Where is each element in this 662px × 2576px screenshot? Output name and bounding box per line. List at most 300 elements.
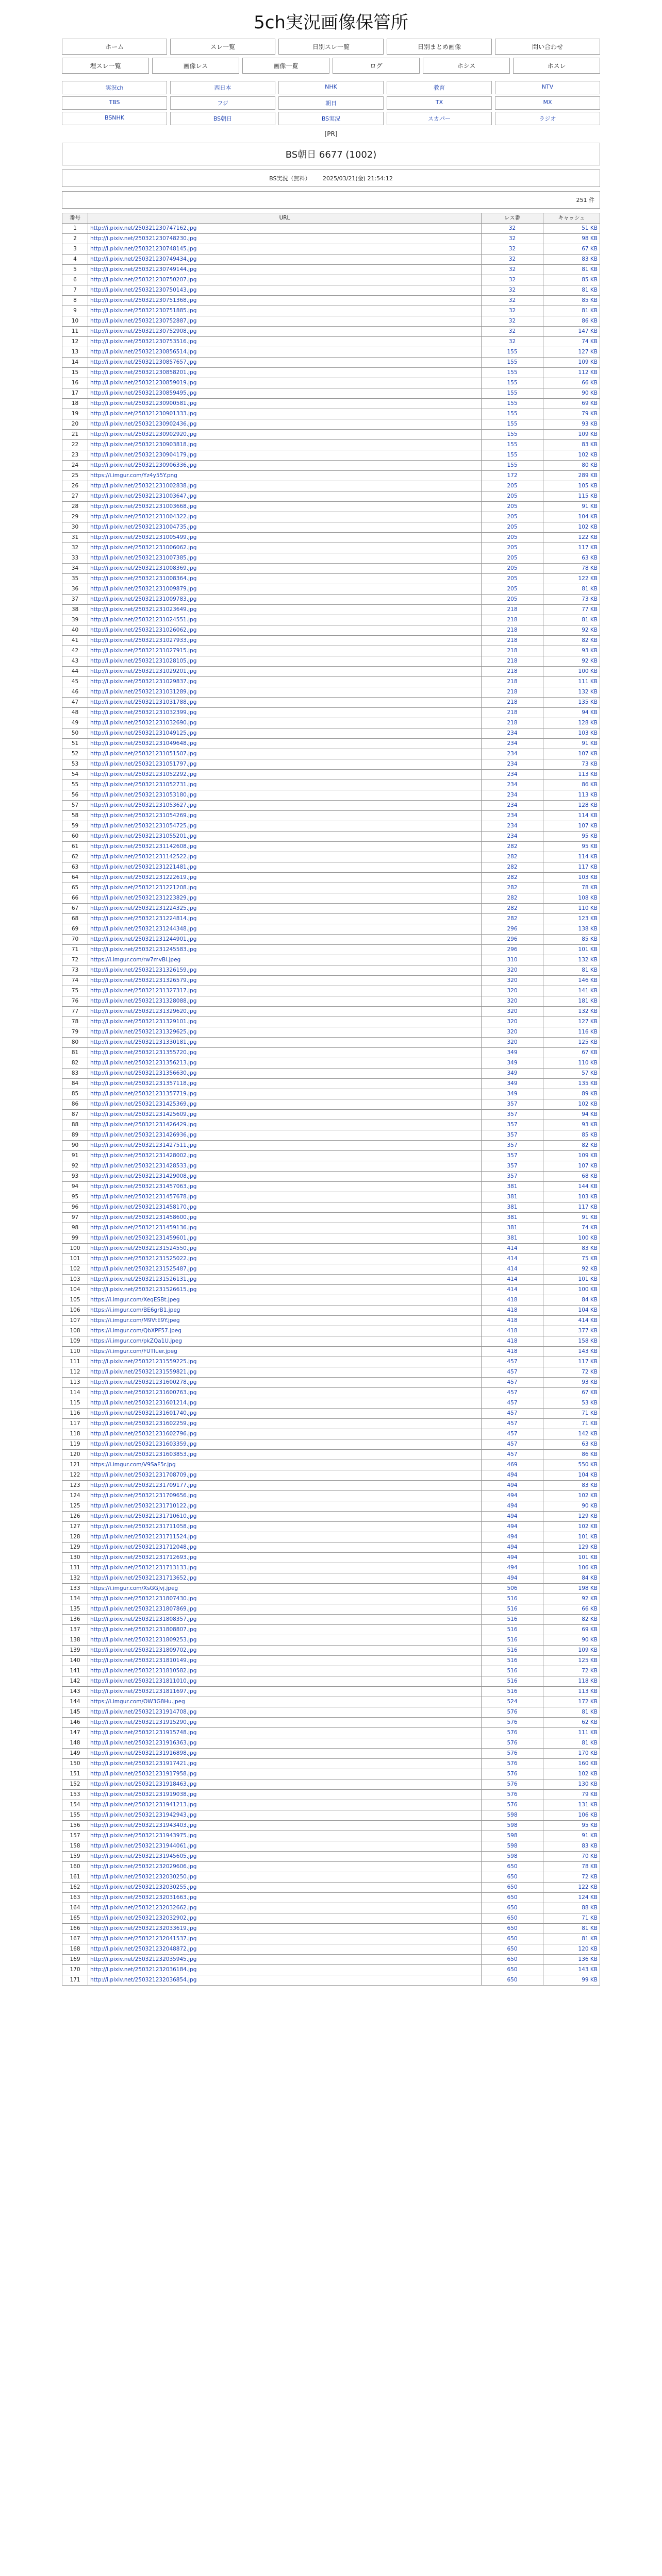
cache-link[interactable]: 143 KB <box>543 1965 600 1975</box>
image-url-link[interactable] <box>88 419 482 430</box>
image-url[interactable]: http://i.pixiv.net/250321231032399.jpg <box>90 709 197 716</box>
res-number-link[interactable]: 296 <box>482 935 543 945</box>
image-url-link[interactable] <box>88 821 482 832</box>
image-url[interactable]: http://i.pixiv.net/250321231003647.jpg <box>90 493 197 499</box>
image-url[interactable]: http://i.pixiv.net/250321231915290.jpg <box>90 1719 197 1725</box>
res-number-link[interactable]: 155 <box>482 378 543 388</box>
cache-link[interactable]: 143 KB <box>543 1347 600 1357</box>
image-url[interactable]: http://i.pixiv.net/250321231329101.jpg <box>90 1019 197 1025</box>
res-number-link[interactable]: 282 <box>482 862 543 873</box>
image-url[interactable]: http://i.pixiv.net/250321231526615.jpg <box>90 1286 197 1293</box>
image-url[interactable]: http://i.pixiv.net/250321231356630.jpg <box>90 1070 197 1076</box>
res-number-link[interactable]: 357 <box>482 1130 543 1141</box>
cache-link[interactable]: 128 KB <box>543 718 600 728</box>
cache-link[interactable]: 53 KB <box>543 1398 600 1409</box>
channel-link[interactable]: ラジオ <box>495 112 600 125</box>
image-url[interactable]: http://i.pixiv.net/250321231326159.jpg <box>90 967 197 973</box>
channel-link[interactable]: TX <box>387 96 492 110</box>
res-number-link[interactable]: 234 <box>482 728 543 739</box>
res-number-link[interactable]: 418 <box>482 1347 543 1357</box>
res-number-link[interactable]: 650 <box>482 1965 543 1975</box>
image-url-link[interactable] <box>88 1306 482 1316</box>
nav-contact[interactable]: 問い合わせ <box>495 39 600 55</box>
image-url-link[interactable] <box>88 1099 482 1110</box>
image-url[interactable]: http://i.pixiv.net/250321231031788.jpg <box>90 699 197 705</box>
image-url-link[interactable] <box>88 275 482 285</box>
cache-link[interactable]: 147 KB <box>543 327 600 337</box>
res-number-link[interactable]: 357 <box>482 1110 543 1120</box>
cache-link[interactable]: 125 KB <box>543 1038 600 1048</box>
cache-link[interactable]: 81 KB <box>543 1934 600 1944</box>
image-url[interactable]: http://i.pixiv.net/250321231603853.jpg <box>90 1451 197 1458</box>
res-number-link[interactable]: 576 <box>482 1718 543 1728</box>
image-url[interactable]: https://i.imgur.com/M9VtE9Y.jpeg <box>90 1317 180 1324</box>
image-url[interactable]: http://i.pixiv.net/250321231459601.jpg <box>90 1235 197 1241</box>
res-number-link[interactable]: 414 <box>482 1264 543 1275</box>
image-url[interactable]: http://i.pixiv.net/250321231224325.jpg <box>90 905 197 911</box>
image-url-link[interactable] <box>88 522 482 533</box>
cache-link[interactable]: 138 KB <box>543 924 600 935</box>
res-number-link[interactable]: 205 <box>482 522 543 533</box>
res-number-link[interactable]: 234 <box>482 780 543 790</box>
cache-link[interactable]: 98 KB <box>543 234 600 244</box>
res-number-link[interactable]: 598 <box>482 1810 543 1821</box>
cache-link[interactable]: 104 KB <box>543 512 600 522</box>
cache-link[interactable]: 108 KB <box>543 893 600 904</box>
image-url[interactable]: http://i.pixiv.net/250321232048872.jpg <box>90 1946 197 1952</box>
cache-link[interactable]: 78 KB <box>543 564 600 574</box>
image-url-link[interactable] <box>88 574 482 584</box>
image-url-link[interactable] <box>88 955 482 965</box>
res-number-link[interactable]: 576 <box>482 1759 543 1769</box>
image-url-link[interactable] <box>88 1161 482 1172</box>
cache-link[interactable]: 83 KB <box>543 440 600 450</box>
res-number-link[interactable]: 205 <box>482 481 543 492</box>
image-url-link[interactable] <box>88 1563 482 1573</box>
image-url[interactable]: http://i.pixiv.net/250321232031663.jpg <box>90 1894 197 1901</box>
image-url-link[interactable] <box>88 965 482 976</box>
image-url[interactable]: http://i.pixiv.net/250321231426936.jpg <box>90 1132 197 1138</box>
image-url-link[interactable] <box>88 1470 482 1481</box>
cache-link[interactable]: 144 KB <box>543 1182 600 1192</box>
image-url-link[interactable] <box>88 1398 482 1409</box>
cache-link[interactable]: 95 KB <box>543 842 600 852</box>
image-url-link[interactable] <box>88 1357 482 1367</box>
image-url[interactable]: http://i.pixiv.net/250321231810582.jpg <box>90 1668 197 1674</box>
image-url-link[interactable] <box>88 1275 482 1285</box>
image-url-link[interactable] <box>88 811 482 821</box>
res-number-link[interactable]: 218 <box>482 656 543 667</box>
res-number-link[interactable]: 469 <box>482 1460 543 1470</box>
image-url-link[interactable] <box>88 687 482 698</box>
image-url-link[interactable] <box>88 316 482 327</box>
cache-link[interactable]: 125 KB <box>543 1656 600 1666</box>
res-number-link[interactable]: 205 <box>482 533 543 543</box>
image-url[interactable]: http://i.pixiv.net/250321231602259.jpg <box>90 1420 197 1427</box>
cache-link[interactable]: 102 KB <box>543 450 600 461</box>
image-url-link[interactable] <box>88 1244 482 1254</box>
cache-link[interactable]: 85 KB <box>543 296 600 306</box>
image-url-link[interactable] <box>88 1058 482 1069</box>
image-url-link[interactable] <box>88 739 482 749</box>
image-url[interactable]: http://i.pixiv.net/250321231028105.jpg <box>90 658 197 664</box>
image-url-link[interactable] <box>88 770 482 780</box>
image-url[interactable]: http://i.pixiv.net/250321231458600.jpg <box>90 1214 197 1221</box>
image-url[interactable]: http://i.pixiv.net/250321231329620.jpg <box>90 1008 197 1014</box>
cache-link[interactable]: 107 KB <box>543 749 600 759</box>
cache-link[interactable]: 88 KB <box>543 1903 600 1913</box>
channel-link[interactable]: 教育 <box>387 81 492 94</box>
image-url-link[interactable] <box>88 306 482 316</box>
image-url[interactable]: http://i.pixiv.net/250321231457678.jpg <box>90 1194 197 1200</box>
image-url-link[interactable] <box>88 1491 482 1501</box>
res-number-link[interactable]: 155 <box>482 430 543 440</box>
image-url[interactable]: https://i.imgur.com/OW3G8Hu.jpeg <box>90 1699 185 1705</box>
res-number-link[interactable]: 516 <box>482 1604 543 1615</box>
image-url[interactable]: http://i.pixiv.net/250321230858201.jpg <box>90 369 197 376</box>
image-url[interactable]: http://i.pixiv.net/250321230750143.jpg <box>90 287 197 293</box>
cache-link[interactable]: 135 KB <box>543 698 600 708</box>
res-number-link[interactable]: 494 <box>482 1501 543 1512</box>
image-url-link[interactable] <box>88 728 482 739</box>
image-url-link[interactable] <box>88 1223 482 1233</box>
cache-link[interactable]: 83 KB <box>543 255 600 265</box>
res-number-link[interactable]: 218 <box>482 605 543 615</box>
image-url[interactable]: http://i.pixiv.net/250321231458170.jpg <box>90 1204 197 1210</box>
image-url[interactable]: http://i.pixiv.net/250321230857657.jpg <box>90 359 197 365</box>
res-number-link[interactable]: 418 <box>482 1306 543 1316</box>
cache-link[interactable]: 66 KB <box>543 378 600 388</box>
image-url-link[interactable] <box>88 893 482 904</box>
image-url-link[interactable] <box>88 1069 482 1079</box>
image-url-link[interactable] <box>88 1666 482 1676</box>
image-url-link[interactable] <box>88 1955 482 1965</box>
res-number-link[interactable]: 598 <box>482 1852 543 1862</box>
image-url-link[interactable] <box>88 1913 482 1924</box>
res-number-link[interactable]: 320 <box>482 986 543 996</box>
image-url-link[interactable] <box>88 584 482 595</box>
cache-link[interactable]: 95 KB <box>543 832 600 842</box>
image-url-link[interactable] <box>88 873 482 883</box>
image-url[interactable]: http://i.pixiv.net/250321231356213.jpg <box>90 1060 197 1066</box>
res-number-link[interactable]: 576 <box>482 1780 543 1790</box>
cache-link[interactable]: 111 KB <box>543 677 600 687</box>
res-number-link[interactable]: 381 <box>482 1233 543 1244</box>
nav-home[interactable]: ホーム <box>62 39 167 55</box>
cache-link[interactable]: 74 KB <box>543 1223 600 1233</box>
image-url[interactable]: http://i.pixiv.net/250321230904179.jpg <box>90 452 197 458</box>
cache-link[interactable]: 122 KB <box>543 533 600 543</box>
image-url[interactable]: http://i.pixiv.net/250321230906336.jpg <box>90 462 197 468</box>
image-url[interactable]: https://i.imgur.com/XsGGJvj.jpeg <box>90 1585 178 1591</box>
cache-link[interactable]: 81 KB <box>543 584 600 595</box>
res-number-link[interactable]: 349 <box>482 1048 543 1058</box>
image-url-link[interactable] <box>88 1254 482 1264</box>
cache-link[interactable]: 93 KB <box>543 1378 600 1388</box>
cache-link[interactable]: 92 KB <box>543 656 600 667</box>
image-url[interactable]: http://i.pixiv.net/250321231712048.jpg <box>90 1544 197 1550</box>
image-url-link[interactable] <box>88 749 482 759</box>
cache-link[interactable]: 124 KB <box>543 1893 600 1903</box>
res-number-link[interactable]: 155 <box>482 440 543 450</box>
cache-link[interactable]: 81 KB <box>543 965 600 976</box>
cache-link[interactable]: 107 KB <box>543 1161 600 1172</box>
image-url-link[interactable] <box>88 1800 482 1810</box>
image-url[interactable]: http://i.pixiv.net/250321231052292.jpg <box>90 771 197 777</box>
res-number-link[interactable]: 576 <box>482 1749 543 1759</box>
res-number-link[interactable]: 457 <box>482 1450 543 1460</box>
res-number-link[interactable]: 357 <box>482 1161 543 1172</box>
image-url[interactable]: http://i.pixiv.net/250321231601740.jpg <box>90 1410 197 1416</box>
image-url[interactable]: http://i.pixiv.net/250321230752887.jpg <box>90 318 197 324</box>
image-url[interactable]: http://i.pixiv.net/250321231600278.jpg <box>90 1379 197 1385</box>
image-url[interactable]: http://i.pixiv.net/250321231708709.jpg <box>90 1472 197 1478</box>
image-url[interactable]: http://i.pixiv.net/250321231602796.jpg <box>90 1431 197 1437</box>
res-number-link[interactable]: 172 <box>482 471 543 481</box>
res-number-link[interactable]: 155 <box>482 347 543 358</box>
res-number-link[interactable]: 457 <box>482 1398 543 1409</box>
cache-link[interactable]: 79 KB <box>543 409 600 419</box>
cache-link[interactable]: 95 KB <box>543 1821 600 1831</box>
cache-link[interactable]: 92 KB <box>543 625 600 636</box>
image-url-link[interactable] <box>88 1903 482 1913</box>
res-number-link[interactable]: 320 <box>482 1027 543 1038</box>
image-url-link[interactable] <box>88 1141 482 1151</box>
cache-link[interactable]: 102 KB <box>543 1099 600 1110</box>
res-number-link[interactable]: 282 <box>482 904 543 914</box>
res-number-link[interactable]: 234 <box>482 801 543 811</box>
res-number-link[interactable]: 516 <box>482 1615 543 1625</box>
res-number-link[interactable]: 494 <box>482 1573 543 1584</box>
image-url[interactable]: http://i.pixiv.net/250321231027915.jpg <box>90 648 197 654</box>
cache-link[interactable]: 101 KB <box>543 1532 600 1543</box>
image-url[interactable]: http://i.pixiv.net/250321231023649.jpg <box>90 606 197 613</box>
cache-link[interactable]: 114 KB <box>543 852 600 862</box>
image-url[interactable]: http://i.pixiv.net/250321231004322.jpg <box>90 514 197 520</box>
image-url[interactable]: http://i.pixiv.net/250321230752908.jpg <box>90 328 197 334</box>
image-url-link[interactable] <box>88 1924 482 1934</box>
cache-link[interactable]: 51 KB <box>543 224 600 234</box>
res-number-link[interactable]: 218 <box>482 698 543 708</box>
cache-link[interactable]: 89 KB <box>543 1089 600 1099</box>
image-url[interactable]: http://i.pixiv.net/250321230753516.jpg <box>90 338 197 345</box>
cache-link[interactable]: 101 KB <box>543 1275 600 1285</box>
image-url[interactable]: http://i.pixiv.net/250321231811010.jpg <box>90 1678 197 1684</box>
cache-link[interactable]: 93 KB <box>543 646 600 656</box>
image-url[interactable]: http://i.pixiv.net/250321232032902.jpg <box>90 1915 197 1921</box>
image-url-link[interactable] <box>88 718 482 728</box>
res-number-link[interactable]: 205 <box>482 584 543 595</box>
image-url[interactable]: http://i.pixiv.net/250321231327317.jpg <box>90 988 197 994</box>
image-url[interactable]: http://i.pixiv.net/250321231055201.jpg <box>90 833 197 839</box>
image-url[interactable]: http://i.pixiv.net/250321231808357.jpg <box>90 1616 197 1622</box>
res-number-link[interactable]: 494 <box>482 1470 543 1481</box>
image-url-link[interactable] <box>88 1429 482 1439</box>
res-number-link[interactable]: 650 <box>482 1913 543 1924</box>
image-url-link[interactable] <box>88 533 482 543</box>
image-url[interactable]: http://i.pixiv.net/250321231002838.jpg <box>90 483 197 489</box>
cache-link[interactable]: 82 KB <box>543 1141 600 1151</box>
res-number-link[interactable]: 494 <box>482 1491 543 1501</box>
image-url-link[interactable] <box>88 667 482 677</box>
image-url-link[interactable] <box>88 1007 482 1017</box>
res-number-link[interactable]: 650 <box>482 1934 543 1944</box>
image-url-link[interactable] <box>88 1594 482 1604</box>
nav-image-res[interactable]: 画像レス <box>152 58 239 74</box>
image-url[interactable]: http://i.pixiv.net/250321231426429.jpg <box>90 1122 197 1128</box>
image-url-link[interactable] <box>88 1676 482 1687</box>
res-number-link[interactable]: 576 <box>482 1790 543 1800</box>
res-number-link[interactable]: 349 <box>482 1069 543 1079</box>
cache-link[interactable]: 91 KB <box>543 739 600 749</box>
res-number-link[interactable]: 32 <box>482 296 543 306</box>
image-url-link[interactable] <box>88 1512 482 1522</box>
image-url[interactable]: https://i.imgur.com/Yz4y55Y.png <box>90 472 177 479</box>
image-url-link[interactable] <box>88 358 482 368</box>
res-number-link[interactable]: 576 <box>482 1728 543 1738</box>
res-number-link[interactable]: 494 <box>482 1563 543 1573</box>
image-url-link[interactable] <box>88 1759 482 1769</box>
cache-link[interactable]: 81 KB <box>543 285 600 296</box>
image-url[interactable]: http://i.pixiv.net/250321230748230.jpg <box>90 235 197 242</box>
image-url-link[interactable] <box>88 1048 482 1058</box>
image-url-link[interactable] <box>88 1367 482 1378</box>
cache-link[interactable]: 127 KB <box>543 1017 600 1027</box>
res-number-link[interactable]: 32 <box>482 275 543 285</box>
res-number-link[interactable]: 320 <box>482 996 543 1007</box>
image-url[interactable]: http://i.pixiv.net/250321231943975.jpg <box>90 1833 197 1839</box>
res-number-link[interactable]: 155 <box>482 409 543 419</box>
image-url[interactable]: http://i.pixiv.net/250321231006062.jpg <box>90 545 197 551</box>
cache-link[interactable]: 93 KB <box>543 419 600 430</box>
image-url-link[interactable] <box>88 1213 482 1223</box>
image-url[interactable]: http://i.pixiv.net/250321230751885.jpg <box>90 308 197 314</box>
image-url[interactable]: http://i.pixiv.net/250321232041537.jpg <box>90 1936 197 1942</box>
image-url[interactable]: http://i.pixiv.net/250321231425609.jpg <box>90 1111 197 1117</box>
image-url[interactable]: http://i.pixiv.net/250321231053627.jpg <box>90 802 197 808</box>
cache-link[interactable]: 69 KB <box>543 1625 600 1635</box>
image-url-link[interactable] <box>88 1944 482 1955</box>
image-url[interactable]: http://i.pixiv.net/250321231559821.jpg <box>90 1369 197 1375</box>
image-url-link[interactable] <box>88 759 482 770</box>
image-url-link[interactable] <box>88 1553 482 1563</box>
res-number-link[interactable]: 457 <box>482 1367 543 1378</box>
image-url[interactable]: http://i.pixiv.net/250321231428002.jpg <box>90 1153 197 1159</box>
res-number-link[interactable]: 155 <box>482 419 543 430</box>
res-number-link[interactable]: 381 <box>482 1192 543 1202</box>
image-url[interactable]: http://i.pixiv.net/250321231710122.jpg <box>90 1503 197 1509</box>
image-url[interactable]: http://i.pixiv.net/250321231945605.jpg <box>90 1853 197 1859</box>
image-url-link[interactable] <box>88 1718 482 1728</box>
image-url-link[interactable] <box>88 945 482 955</box>
image-url[interactable]: http://i.pixiv.net/250321232030250.jpg <box>90 1874 197 1880</box>
cache-link[interactable]: 82 KB <box>543 1615 600 1625</box>
cache-link[interactable]: 170 KB <box>543 1749 600 1759</box>
image-url[interactable]: http://i.pixiv.net/250321231713133.jpg <box>90 1565 197 1571</box>
image-url-link[interactable] <box>88 1780 482 1790</box>
res-number-link[interactable]: 218 <box>482 636 543 646</box>
cache-link[interactable]: 93 KB <box>543 1120 600 1130</box>
image-url-link[interactable] <box>88 1883 482 1893</box>
image-url[interactable]: https://i.imgur.com/XeqESBt.jpeg <box>90 1297 180 1303</box>
image-url[interactable]: http://i.pixiv.net/250321231007385.jpg <box>90 555 197 561</box>
res-number-link[interactable]: 205 <box>482 512 543 522</box>
image-url[interactable]: http://i.pixiv.net/250321232029606.jpg <box>90 1863 197 1870</box>
channel-link[interactable]: 実況ch <box>62 81 167 94</box>
image-url[interactable]: http://i.pixiv.net/250321230902436.jpg <box>90 421 197 427</box>
cache-link[interactable]: 141 KB <box>543 986 600 996</box>
cache-link[interactable]: 73 KB <box>543 759 600 770</box>
image-url-link[interactable] <box>88 1038 482 1048</box>
cache-link[interactable]: 72 KB <box>543 1666 600 1676</box>
image-url[interactable]: http://i.pixiv.net/250321231427511.jpg <box>90 1142 197 1148</box>
cache-link[interactable]: 136 KB <box>543 1955 600 1965</box>
image-url[interactable]: http://i.pixiv.net/250321231915748.jpg <box>90 1730 197 1736</box>
cache-link[interactable]: 66 KB <box>543 1604 600 1615</box>
res-number-link[interactable]: 282 <box>482 893 543 904</box>
cache-link[interactable]: 86 KB <box>543 780 600 790</box>
image-url[interactable]: http://i.pixiv.net/250321231009879.jpg <box>90 586 197 592</box>
res-number-link[interactable]: 650 <box>482 1924 543 1934</box>
image-url-link[interactable] <box>88 1790 482 1800</box>
cache-link[interactable]: 198 KB <box>543 1584 600 1594</box>
image-url-link[interactable] <box>88 1419 482 1429</box>
image-url[interactable]: http://i.pixiv.net/250321231223829.jpg <box>90 895 197 901</box>
image-url-link[interactable] <box>88 801 482 811</box>
res-number-link[interactable]: 32 <box>482 316 543 327</box>
image-url-link[interactable] <box>88 368 482 378</box>
cache-link[interactable]: 181 KB <box>543 996 600 1007</box>
image-url[interactable]: https://i.imgur.com/QbXPF57.jpeg <box>90 1328 181 1334</box>
image-url[interactable]: http://i.pixiv.net/250321231810149.jpg <box>90 1657 197 1664</box>
image-url[interactable]: http://i.pixiv.net/250321231709656.jpg <box>90 1493 197 1499</box>
cache-link[interactable]: 104 KB <box>543 1470 600 1481</box>
image-url[interactable]: http://i.pixiv.net/250321231008364.jpg <box>90 575 197 582</box>
image-url-link[interactable] <box>88 543 482 553</box>
nav-thread-list[interactable]: スレ一覧 <box>170 39 275 55</box>
res-number-link[interactable]: 494 <box>482 1522 543 1532</box>
res-number-link[interactable]: 516 <box>482 1687 543 1697</box>
image-url[interactable]: http://i.pixiv.net/250321231710610.jpg <box>90 1513 197 1519</box>
cache-link[interactable]: 94 KB <box>543 708 600 718</box>
image-url[interactable]: http://i.pixiv.net/250321231713652.jpg <box>90 1575 197 1581</box>
res-number-link[interactable]: 218 <box>482 718 543 728</box>
image-url-link[interactable] <box>88 996 482 1007</box>
cache-link[interactable]: 115 KB <box>543 492 600 502</box>
image-url[interactable]: http://i.pixiv.net/250321231559225.jpg <box>90 1359 197 1365</box>
image-url-link[interactable] <box>88 1965 482 1975</box>
image-url[interactable]: http://i.pixiv.net/250321231914708.jpg <box>90 1709 197 1715</box>
res-number-link[interactable]: 516 <box>482 1676 543 1687</box>
res-number-link[interactable]: 32 <box>482 306 543 316</box>
image-url-link[interactable] <box>88 327 482 337</box>
res-number-link[interactable]: 320 <box>482 1017 543 1027</box>
res-number-link[interactable]: 576 <box>482 1800 543 1810</box>
image-url-link[interactable] <box>88 1388 482 1398</box>
res-number-link[interactable]: 650 <box>482 1944 543 1955</box>
image-url-link[interactable] <box>88 1316 482 1326</box>
cache-link[interactable]: 100 KB <box>543 1233 600 1244</box>
channel-link[interactable]: 西日本 <box>170 81 275 94</box>
res-number-link[interactable]: 320 <box>482 1007 543 1017</box>
image-url-link[interactable] <box>88 1573 482 1584</box>
image-url-link[interactable] <box>88 656 482 667</box>
res-number-link[interactable]: 32 <box>482 265 543 275</box>
image-url-link[interactable] <box>88 698 482 708</box>
channel-link[interactable]: NHK <box>278 81 384 94</box>
cache-link[interactable]: 57 KB <box>543 1069 600 1079</box>
image-url[interactable]: http://i.pixiv.net/250321231428533.jpg <box>90 1163 197 1169</box>
